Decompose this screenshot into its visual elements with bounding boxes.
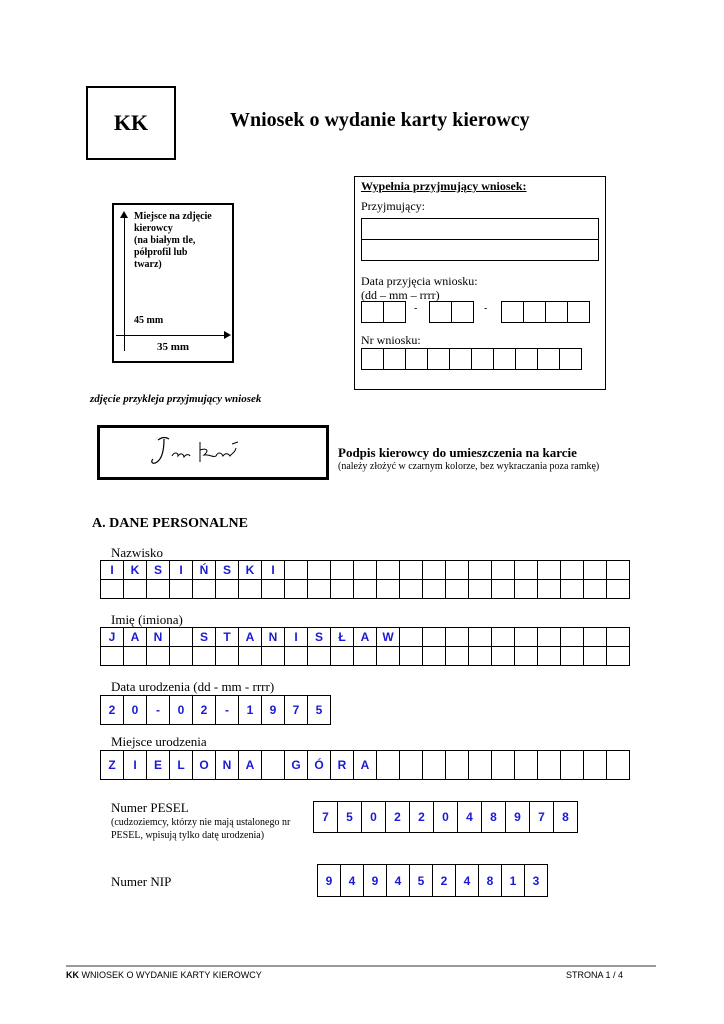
character-cell[interactable]: 4 xyxy=(341,865,364,897)
character-cell[interactable] xyxy=(515,628,538,647)
character-cell[interactable]: Ń xyxy=(193,561,216,580)
character-cell[interactable]: 8 xyxy=(479,865,502,897)
character-cell[interactable]: A xyxy=(354,628,377,647)
character-cell[interactable]: S xyxy=(193,628,216,647)
character-cell[interactable] xyxy=(124,647,147,666)
character-cell[interactable]: 4 xyxy=(458,802,482,833)
photo-placeholder[interactable] xyxy=(112,203,234,363)
character-cell[interactable] xyxy=(216,580,239,599)
character-cell[interactable] xyxy=(446,647,469,666)
birthdate-field[interactable] xyxy=(100,695,331,725)
character-cell[interactable]: 0 xyxy=(124,696,147,725)
date-format-label: (dd – mm – rrrr) xyxy=(361,288,440,302)
character-cell[interactable]: 8 xyxy=(554,802,578,833)
character-cell[interactable] xyxy=(193,580,216,599)
character-cell[interactable]: K xyxy=(124,561,147,580)
character-cell[interactable]: 9 xyxy=(506,802,530,833)
character-cell[interactable] xyxy=(446,561,469,580)
character-cell[interactable] xyxy=(584,561,607,580)
character-cell[interactable]: 7 xyxy=(530,802,554,833)
character-cell[interactable] xyxy=(377,751,400,780)
surname-field[interactable] xyxy=(100,560,630,599)
character-cell[interactable] xyxy=(147,647,170,666)
character-cell[interactable]: A xyxy=(354,751,377,780)
photo-caption: zdjęcie przykleja przyjmujący wniosek xyxy=(90,393,262,405)
character-cell[interactable]: S xyxy=(308,628,331,647)
character-cell[interactable] xyxy=(515,647,538,666)
character-cell[interactable] xyxy=(400,628,423,647)
date-separator: - xyxy=(414,303,418,314)
character-cell[interactable] xyxy=(469,580,492,599)
character-cell[interactable]: E xyxy=(147,751,170,780)
character-cell[interactable]: 1 xyxy=(502,865,525,897)
character-cell[interactable] xyxy=(423,647,446,666)
character-cell[interactable]: 2 xyxy=(433,865,456,897)
character-cell[interactable] xyxy=(492,628,515,647)
character-cell[interactable]: 5 xyxy=(410,865,433,897)
nip-label: Numer NIP xyxy=(111,874,172,889)
character-cell[interactable]: 2 xyxy=(193,696,216,725)
character-cell[interactable] xyxy=(584,580,607,599)
character-cell[interactable] xyxy=(423,580,446,599)
date-day-cells[interactable] xyxy=(361,301,406,323)
character-cell[interactable]: I xyxy=(101,561,124,580)
form-title: Wniosek o wydanie karty kierowcy xyxy=(230,109,530,131)
character-cell[interactable]: G xyxy=(285,751,308,780)
character-cell[interactable]: 5 xyxy=(338,802,362,833)
character-cell[interactable]: 4 xyxy=(456,865,479,897)
character-cell[interactable]: I xyxy=(262,561,285,580)
character-cell[interactable]: 9 xyxy=(364,865,387,897)
receiver-field-1[interactable] xyxy=(361,218,599,240)
character-cell[interactable] xyxy=(400,561,423,580)
character-cell[interactable] xyxy=(400,751,423,780)
character-cell[interactable] xyxy=(469,561,492,580)
character-cell[interactable] xyxy=(561,628,584,647)
signature-note: (należy złożyć w czarnym kolorze, bez wykraczania poza ramkę) xyxy=(338,461,600,472)
character-cell[interactable] xyxy=(400,580,423,599)
character-cell[interactable] xyxy=(170,647,193,666)
birthdate-label: Data urodzenia (dd - mm - rrrr) xyxy=(111,679,275,694)
character-cell[interactable]: 3 xyxy=(525,865,548,897)
character-cell[interactable] xyxy=(239,647,262,666)
character-cell[interactable] xyxy=(515,580,538,599)
character-cell[interactable]: K xyxy=(239,561,262,580)
names-label: Imię (imiona) xyxy=(111,612,183,627)
office-use-box xyxy=(354,176,606,390)
birthplace-field[interactable] xyxy=(100,750,630,780)
character-cell[interactable] xyxy=(400,647,423,666)
character-cell[interactable] xyxy=(492,647,515,666)
handwritten-signature xyxy=(100,428,326,477)
character-cell[interactable] xyxy=(216,647,239,666)
character-cell[interactable]: S xyxy=(147,561,170,580)
office-heading: Wypełnia przyjmujący wniosek: xyxy=(361,179,527,193)
character-cell[interactable]: A xyxy=(124,628,147,647)
character-cell[interactable] xyxy=(584,628,607,647)
character-cell[interactable] xyxy=(469,628,492,647)
character-cell[interactable] xyxy=(492,580,515,599)
character-cell[interactable]: R xyxy=(331,751,354,780)
character-cell[interactable]: 2 xyxy=(410,802,434,833)
character-cell[interactable] xyxy=(423,751,446,780)
application-number-label: Nr wniosku: xyxy=(361,333,421,347)
character-cell[interactable] xyxy=(446,628,469,647)
pesel-field[interactable] xyxy=(313,801,578,833)
date-year-cells[interactable] xyxy=(501,301,590,323)
character-cell[interactable]: Ó xyxy=(308,751,331,780)
signature-box[interactable] xyxy=(97,425,329,480)
character-cell[interactable] xyxy=(170,580,193,599)
character-cell[interactable] xyxy=(285,580,308,599)
character-cell[interactable] xyxy=(561,647,584,666)
character-cell[interactable] xyxy=(538,647,561,666)
section-a-title: A. DANE PERSONALNE xyxy=(92,516,248,531)
character-cell[interactable]: - xyxy=(147,696,170,725)
height-dimension-line xyxy=(124,215,125,351)
photo-instructions: Miejsce na zdjęcie kierowcy (na białym tle, półprofil lub twarz) xyxy=(134,211,212,270)
character-cell[interactable] xyxy=(561,580,584,599)
character-cell[interactable] xyxy=(354,580,377,599)
photo-height-label: 45 mm xyxy=(134,315,164,326)
character-cell[interactable] xyxy=(331,580,354,599)
character-cell[interactable] xyxy=(446,751,469,780)
footer-title: KK WNIOSEK O WYDANIE KARTY KIEROWCY xyxy=(66,970,262,980)
character-cell[interactable]: 4 xyxy=(387,865,410,897)
form-code-box xyxy=(86,86,176,160)
character-cell[interactable] xyxy=(492,751,515,780)
character-cell[interactable]: W xyxy=(377,628,400,647)
character-cell[interactable]: N xyxy=(216,751,239,780)
character-cell[interactable]: 0 xyxy=(170,696,193,725)
character-cell[interactable]: S xyxy=(216,561,239,580)
character-cell[interactable] xyxy=(423,561,446,580)
character-cell[interactable] xyxy=(262,580,285,599)
character-cell[interactable] xyxy=(124,580,147,599)
character-cell[interactable]: 9 xyxy=(262,696,285,725)
pesel-note: (cudzoziemcy, którzy nie mają ustalonego nr PESEL, wpisują tylko datę urodzenia) xyxy=(111,817,291,841)
character-cell[interactable]: Z xyxy=(101,751,124,780)
character-cell[interactable]: Ł xyxy=(331,628,354,647)
nip-field[interactable] xyxy=(317,864,548,897)
character-cell[interactable] xyxy=(193,647,216,666)
character-cell[interactable] xyxy=(308,561,331,580)
character-cell[interactable]: - xyxy=(216,696,239,725)
character-cell[interactable]: 7 xyxy=(285,696,308,725)
character-cell[interactable] xyxy=(584,647,607,666)
character-cell[interactable] xyxy=(561,561,584,580)
character-cell[interactable]: 2 xyxy=(101,696,124,725)
arrow-right-icon xyxy=(224,331,231,339)
character-cell[interactable] xyxy=(285,647,308,666)
character-cell[interactable] xyxy=(492,561,515,580)
character-cell[interactable]: T xyxy=(216,628,239,647)
arrow-up-icon xyxy=(120,211,128,218)
character-cell[interactable] xyxy=(285,561,308,580)
character-cell[interactable]: N xyxy=(147,628,170,647)
character-cell[interactable]: 0 xyxy=(434,802,458,833)
character-cell[interactable] xyxy=(147,580,170,599)
character-cell[interactable]: 5 xyxy=(308,696,331,725)
character-cell[interactable] xyxy=(331,561,354,580)
character-cell[interactable]: 2 xyxy=(386,802,410,833)
character-cell[interactable]: 7 xyxy=(314,802,338,833)
character-cell[interactable] xyxy=(308,647,331,666)
character-cell[interactable]: 1 xyxy=(239,696,262,725)
character-cell[interactable] xyxy=(538,561,561,580)
character-cell[interactable] xyxy=(354,647,377,666)
footer-divider xyxy=(66,965,656,967)
character-cell[interactable]: 9 xyxy=(318,865,341,897)
width-dimension-line xyxy=(116,335,228,336)
character-cell[interactable] xyxy=(538,751,561,780)
photo-width-label: 35 mm xyxy=(156,341,190,353)
names-field[interactable] xyxy=(100,627,630,666)
character-cell[interactable]: N xyxy=(262,628,285,647)
character-cell[interactable] xyxy=(607,561,630,580)
character-cell[interactable] xyxy=(308,580,331,599)
date-received-label: Data przyjęcia wniosku: xyxy=(361,274,478,288)
surname-label: Nazwisko xyxy=(111,545,163,560)
character-cell[interactable] xyxy=(538,628,561,647)
character-cell[interactable] xyxy=(354,561,377,580)
character-cell[interactable] xyxy=(561,751,584,780)
character-cell[interactable] xyxy=(377,647,400,666)
character-cell[interactable] xyxy=(101,647,124,666)
character-cell[interactable] xyxy=(170,628,193,647)
receiver-label: Przyjmujący: xyxy=(361,199,425,213)
page-number: STRONA 1 / 4 xyxy=(566,970,624,980)
character-cell[interactable]: J xyxy=(101,628,124,647)
character-cell[interactable] xyxy=(515,751,538,780)
character-cell[interactable]: L xyxy=(170,751,193,780)
character-cell[interactable] xyxy=(515,561,538,580)
character-cell[interactable] xyxy=(423,628,446,647)
date-month-cells[interactable] xyxy=(429,301,474,323)
character-cell[interactable] xyxy=(377,561,400,580)
character-cell[interactable] xyxy=(239,580,262,599)
character-cell[interactable]: A xyxy=(239,751,262,780)
character-cell[interactable] xyxy=(377,580,400,599)
character-cell[interactable]: I xyxy=(124,751,147,780)
character-cell[interactable] xyxy=(446,580,469,599)
character-cell[interactable] xyxy=(469,751,492,780)
character-cell[interactable] xyxy=(607,628,630,647)
character-cell[interactable] xyxy=(101,580,124,599)
signature-title: Podpis kierowcy do umieszczenia na karcie xyxy=(338,445,577,460)
character-cell[interactable] xyxy=(607,647,630,666)
form-code: KK xyxy=(113,110,149,135)
character-cell[interactable]: I xyxy=(170,561,193,580)
pesel-label: Numer PESEL xyxy=(111,800,189,815)
character-cell[interactable] xyxy=(262,751,285,780)
character-cell[interactable] xyxy=(538,580,561,599)
birthplace-label: Miejsce urodzenia xyxy=(111,734,207,749)
application-number-cells[interactable] xyxy=(361,348,582,370)
character-cell[interactable]: A xyxy=(239,628,262,647)
character-cell[interactable] xyxy=(607,751,630,780)
character-cell[interactable] xyxy=(262,647,285,666)
character-cell[interactable]: I xyxy=(285,628,308,647)
character-cell[interactable] xyxy=(331,647,354,666)
receiver-field-2[interactable] xyxy=(361,239,599,261)
character-cell[interactable]: O xyxy=(193,751,216,780)
character-cell[interactable]: 8 xyxy=(482,802,506,833)
character-cell[interactable] xyxy=(469,647,492,666)
character-cell[interactable] xyxy=(584,751,607,780)
character-cell[interactable]: 0 xyxy=(362,802,386,833)
character-cell[interactable] xyxy=(607,580,630,599)
date-separator: - xyxy=(484,303,488,314)
